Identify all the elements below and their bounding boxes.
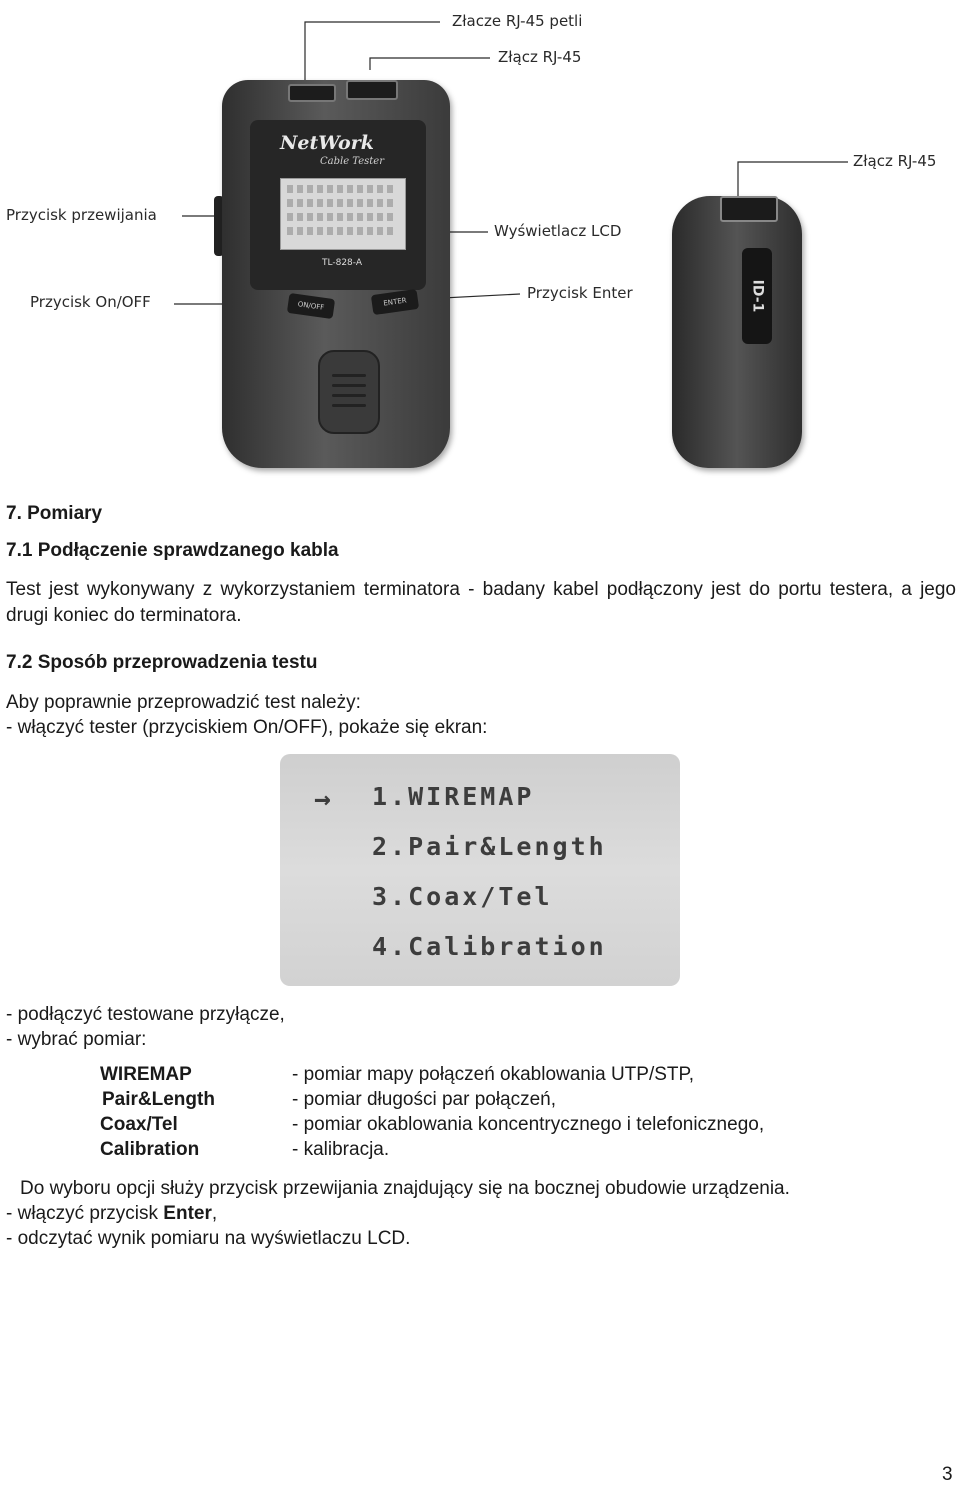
terminator-body [672,196,802,468]
option-name-calibration: Calibration [100,1139,200,1160]
note-scroll-button: Do wyboru opcji służy przycisk przewijania znajdujący się na bocznej obudowie urządzenia. [20,1178,790,1199]
menu-item-pair-length: 2.Pair&Length [372,832,607,861]
option-desc-calibration: - kalibracja. [292,1139,390,1160]
rj45-loop-port [288,84,336,102]
callout-onoff-button: Przycisk On/OFF [30,293,151,311]
menu-arrow-icon: → [314,782,331,815]
leader-rj45-terminator [738,162,848,196]
lcd-menu-screenshot [280,754,680,986]
step-connect: - podłączyć testowane przyłącze, [6,1004,285,1025]
terminator-rj45-port [720,196,778,222]
page-number: 3 [942,1464,953,1485]
rj45-port [346,80,398,100]
callout-rj45-loop: Złacze RJ-45 petli [452,12,583,30]
option-name-coax-tel: Coax/Tel [100,1114,178,1135]
device-photo [0,0,960,480]
option-desc-coax-tel: - pomiar okablowania koncentrycznego i telefonicznego, [292,1114,765,1135]
menu-item-coax-tel: 3.Coax/Tel [372,882,553,911]
callout-scroll-button: Przycisk przewijania [6,206,157,224]
leader-rj45-loop [305,22,440,88]
step-power-on: - włączyć tester (przyciskiem On/OFF), pokaże się ekran: [6,717,488,738]
callout-leader-lines [0,0,960,480]
model-label: TL-828-A [322,258,362,268]
heading-section-7: 7. Pomiary [6,503,103,524]
menu-item-calibration: 4.Calibration [372,932,607,961]
step-read-result: - odczytać wynik pomiaru na wyświetlaczu LCD. [6,1228,411,1249]
terminator-id-label: ID-1 [742,248,772,344]
callout-enter-button: Przycisk Enter [527,284,633,302]
enter-button[interactable]: ENTER [371,289,419,315]
brand-subtitle: Cable Tester [320,156,384,167]
option-desc-pair-length: - pomiar długości par połączeń, [292,1089,557,1110]
option-name-wiremap: WIREMAP [100,1064,192,1085]
brand-logo: NetWork [280,132,374,154]
paragraph-section-7-1: Test jest wykonywany z wykorzystaniem terminatora - badany kabel podłączony jest do portu testera, a jego drugi koniec do terminatora. [6,579,956,626]
step-select: - wybrać pomiar: [6,1029,147,1050]
callout-rj45: Złącz RJ-45 [498,48,582,66]
onoff-button[interactable]: ON/OFF [287,293,335,319]
option-name-pair-length: Pair&Length [102,1089,215,1110]
intro-text: Aby poprawnie przeprowadzić test należy: [6,692,361,713]
option-desc-wiremap: - pomiar mapy połączeń okablowania UTP/STP, [292,1064,695,1085]
step-press-enter: - włączyć przycisk Enter, [6,1203,218,1224]
battery-slider [318,350,380,434]
heading-section-7-2: 7.2 Sposób przeprowadzenia testu [6,652,318,673]
callout-lcd: Wyświetlacz LCD [494,222,622,240]
leader-rj45 [370,58,490,70]
menu-item-wiremap: 1.WIREMAP [372,782,535,811]
heading-section-7-1: 7.1 Podłączenie sprawdzanego kabla [6,540,339,561]
enter-keyword: Enter [163,1203,212,1224]
callout-rj45-terminator: Złącz RJ-45 [853,152,937,170]
lcd-display [280,178,406,250]
